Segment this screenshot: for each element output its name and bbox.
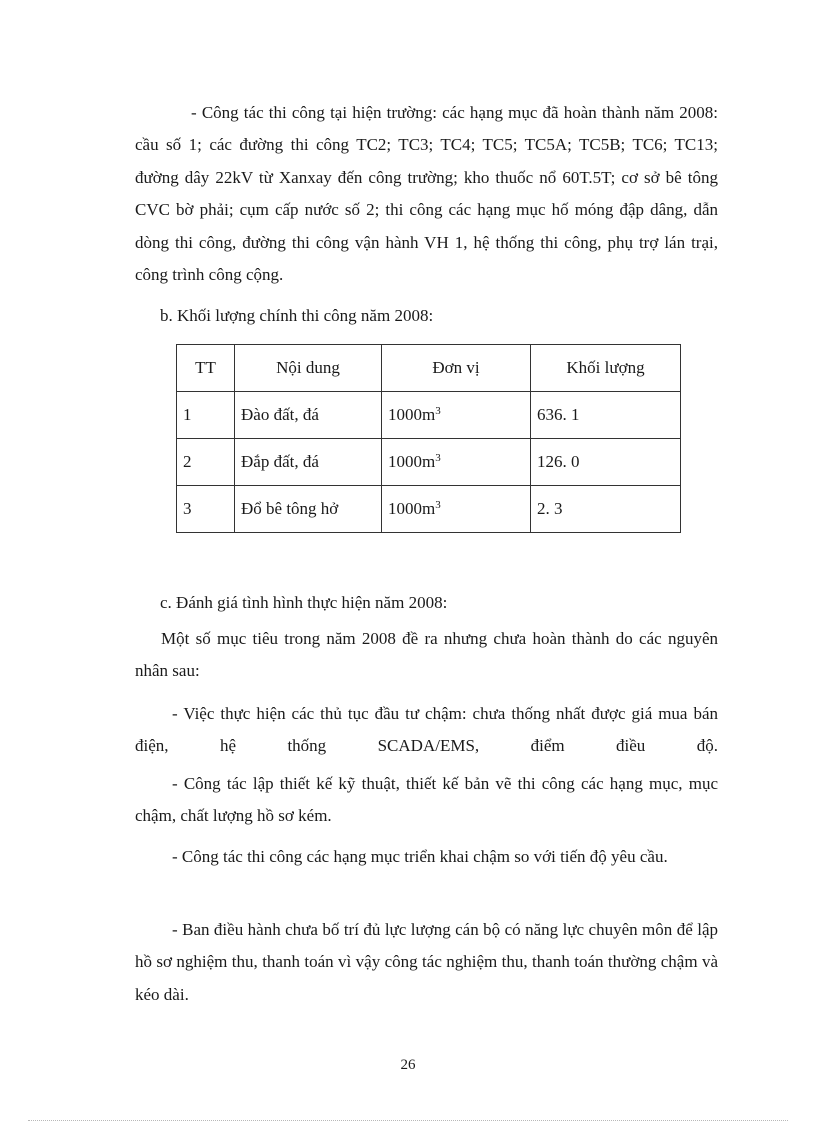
- bullet-item: - Công tác lập thiết kế kỹ thuật, thiết kế bản vẽ thi công các hạng mục, mục chậm, chất lượng hồ sơ kém.: [135, 774, 718, 826]
- cell-volume: 2. 3: [531, 486, 681, 533]
- intro-paragraph: Một số mục tiêu trong năm 2008 đề ra nhưng chưa hoàn thành do các nguyên nhân sau:: [135, 629, 718, 681]
- cell-content: Đổ bê tông hở: [235, 486, 382, 533]
- cell-tt: 1: [177, 392, 235, 439]
- cell-volume: 636. 1: [531, 392, 681, 439]
- header-unit: Đơn vị: [382, 345, 531, 392]
- cell-unit: [382, 392, 531, 439]
- heading-main-volume: b. Khối lượng chính thi công năm 2008:: [160, 306, 434, 325]
- unit-exponent: 3: [435, 499, 441, 511]
- unit-exponent: 3: [435, 405, 441, 417]
- bullet-item: - Việc thực hiện các thủ tục đầu tư chậm: chưa thống nhất được giá mua bán điện, hệ thống SCADA/EMS, điểm điều độ.: [135, 704, 718, 756]
- page-number: 26: [400, 1057, 416, 1073]
- table-row: [177, 392, 681, 439]
- header-tt: TT: [177, 345, 235, 392]
- unit-base: 1000m: [388, 452, 436, 471]
- cell-content: Đắp đất, đá: [235, 439, 382, 486]
- unit-base: 1000m: [388, 405, 436, 424]
- cell-volume: 126. 0: [531, 439, 681, 486]
- table-row: [177, 439, 681, 486]
- cell-tt: 3: [177, 486, 235, 533]
- cell-tt: 2: [177, 439, 235, 486]
- table-row: [177, 486, 681, 533]
- table-header-row: [177, 345, 681, 392]
- header-content: Nội dung: [235, 345, 382, 392]
- header-volume: Khối lượng: [531, 345, 681, 392]
- unit-exponent: 3: [435, 452, 441, 464]
- cell-content: Đào đất, đá: [235, 392, 382, 439]
- bullet-item: - Ban điều hành chưa bố trí đủ lực lượng cán bộ có năng lực chuyên môn để lập hồ sơ nghiệm thu, thanh toán vì vậy công tác nghiệm thu, thanh toán thường chậm và kéo dài.: [135, 920, 718, 1004]
- footer-divider: [28, 1120, 788, 1121]
- bullet-item: - Công tác thi công các hạng mục triển khai chậm so với tiến độ yêu cầu.: [172, 847, 668, 866]
- volume-table: [176, 344, 681, 533]
- cell-unit: [382, 439, 531, 486]
- cell-unit: [382, 486, 531, 533]
- construction-paragraph: - Công tác thi công tại hiện trường: các hạng mục đã hoàn thành năm 2008: cầu số 1; các đường thi công TC2; TC3; TC4; TC5; TC5A; TC5B; TC6; TC13; đường dây 22kV từ Xanxay đến công trường; kho thuốc nổ 60T.5T; cơ sở bê tông CVC bờ phải; cụm cấp nước số 2; thi công các hạng mục hố móng đập dâng, dẫn dòng thi công, đường thi công vận hành VH 1, hệ thống thi công, phụ trợ lán trại, công trình công cộng.: [135, 103, 718, 285]
- heading-evaluation: c. Đánh giá tình hình thực hiện năm 2008:: [160, 593, 448, 612]
- unit-base: 1000m: [388, 499, 436, 518]
